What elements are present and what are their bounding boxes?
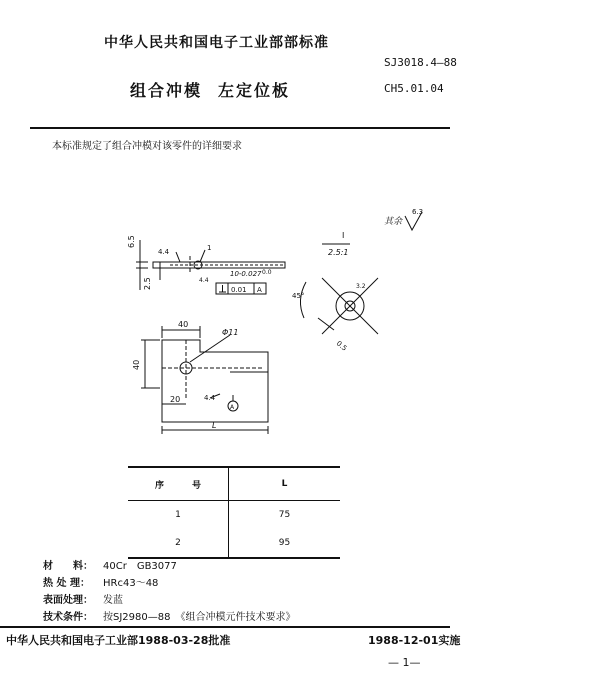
row-L: 95 (229, 529, 341, 558)
footer-rule (0, 626, 450, 628)
property-label: 技术条件： (43, 612, 93, 623)
detail-roughness: 3.2 (356, 283, 366, 290)
roughness-value: 6.3 (412, 208, 424, 216)
properties-list (43, 558, 295, 626)
flatness-datum: A (257, 286, 262, 294)
dim-length-L: L (212, 421, 217, 430)
row-no: 1 (128, 501, 229, 530)
dim-width-40: 40 (178, 320, 189, 329)
property-value: 发蓝 (103, 595, 123, 606)
property-label: 材 料： (43, 561, 93, 572)
row-no: 2 (128, 529, 229, 558)
table-row (128, 529, 340, 558)
property-value: HRc43～48 (103, 578, 159, 589)
classification-code: CH5.01.04 (384, 82, 444, 95)
detail-view (300, 244, 378, 334)
row-L: 75 (278, 510, 291, 520)
header-seq (128, 467, 229, 501)
scope-statement: 本标准规定了组合冲模对该零件的详细要求 (52, 141, 242, 152)
property-label: 热 处 理： (43, 578, 90, 589)
page-number: — 1— (388, 656, 421, 669)
header-seq-char2: 号 (192, 480, 202, 491)
property-surface-treatment (43, 592, 295, 609)
fit-upper: 0.0 (262, 269, 272, 276)
detail-angle: 45° (292, 292, 305, 300)
balloon-1: 1 (207, 244, 212, 252)
title-main: 组合冲模 (130, 81, 203, 100)
dim-height-top: 6.5 (127, 235, 136, 248)
property-value: 40Cr GB3077 (103, 561, 177, 572)
detail-label: I (342, 231, 345, 240)
dim-base-20: 20 (170, 395, 181, 404)
dim-height-low: 2.5 (143, 277, 152, 290)
title-sub: 左定位板 (218, 81, 291, 100)
property-label: 表面处理： (43, 595, 93, 606)
spec-table-header (128, 467, 340, 501)
fit-tolerance: 10-0.027 (230, 270, 262, 278)
spec-table (128, 466, 340, 559)
implementation-date: 1988-12-01实施 (368, 634, 461, 647)
header-L: L (229, 467, 341, 501)
datum-balloon: A (230, 404, 235, 411)
roughness-mark: 其余 (384, 217, 403, 227)
detail-scale: 2.5:1 (328, 248, 349, 257)
property-heat-treatment (43, 575, 295, 592)
issuing-organization: 中华人民共和国电子工业部部标准 (104, 35, 329, 51)
property-material (43, 558, 295, 575)
flatness-value: 0.01 (231, 286, 247, 294)
detail-depth: 0.5 (334, 339, 349, 353)
table-row (128, 501, 340, 530)
approval-date: 中华人民共和国电子工业部1988-03-28批准 (6, 634, 231, 647)
property-value: 按SJ2980—88 《组合冲模元件技术要求》 (103, 612, 296, 623)
dim-roughness-small: 4.4 (158, 248, 170, 256)
dim-roughness-small-2: 4.4 (199, 277, 209, 284)
standard-number: SJ3018.4—88 (384, 56, 457, 69)
dim-hole: Φ11 (222, 328, 239, 337)
dim-roughness-plan: 4.4 (204, 394, 216, 402)
property-technical-conditions (43, 609, 295, 626)
dim-height-40: 40 (132, 359, 141, 370)
plan-view (141, 326, 268, 434)
header-seq-char1: 序 (154, 480, 164, 491)
